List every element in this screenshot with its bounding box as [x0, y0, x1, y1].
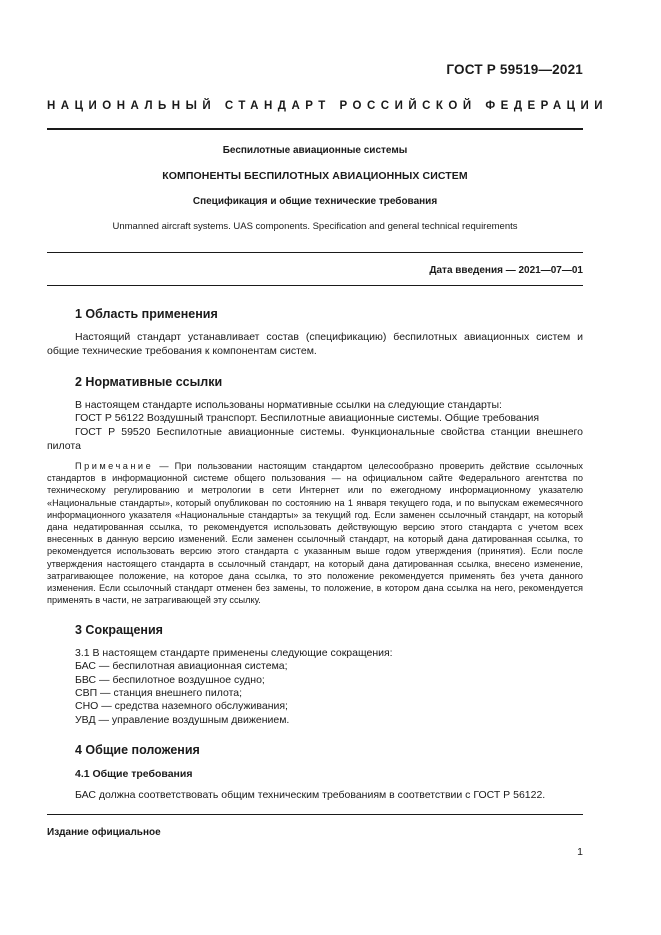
national-standard-title: НАЦИОНАЛЬНЫЙ СТАНДАРТ РОССИЙСКОЙ ФЕДЕРАЦИИ	[47, 100, 609, 112]
divider-bottom	[47, 285, 583, 286]
subsection-4-1-heading: 4.1 Общие требования	[75, 768, 193, 780]
abbreviation-item: БВС — беспилотное воздушное судно;	[75, 674, 265, 686]
page-number: 1	[577, 846, 583, 858]
section-3-intro: 3.1 В настоящем стандарте применены следующие сокращения:	[75, 647, 393, 659]
abbreviation-item: УВД — управление воздушным движением.	[75, 714, 290, 726]
section-4-text: БАС должна соответствовать общим техническим требованиям в соответствии с ГОСТ Р 56122.	[75, 789, 546, 801]
section-2-heading: 2 Нормативные ссылки	[75, 375, 223, 389]
section-1-heading: 1 Область применения	[75, 307, 218, 321]
note-label: Примечание	[75, 461, 154, 471]
title-line-2: КОМПОНЕНТЫ БЕСПИЛОТНЫХ АВИАЦИОННЫХ СИСТЕМ	[162, 170, 468, 182]
section-2-note	[47, 460, 583, 606]
abbreviation-item: СНО — средства наземного обслуживания;	[75, 700, 288, 712]
english-title: Unmanned aircraft systems. UAS components. Specification and general technical requirements	[112, 221, 518, 232]
section-1-text: Настоящий стандарт устанавливает состав (спецификацию) беспилотных авиационных систем и общие технические требования к компонентам систем.	[47, 331, 583, 357]
abbreviation-item: БАС — беспилотная авиационная система;	[75, 660, 288, 672]
abbreviation-item: СВП — станция внешнего пилота;	[75, 687, 243, 699]
title-line-3: Спецификация и общие технические требования	[192, 196, 438, 207]
normative-reference-1: ГОСТ Р 56122 Воздушный транспорт. Беспилотные авиационные системы. Общие требования	[75, 412, 540, 424]
note-text: — При пользовании настоящим стандартом целесообразно проверить действие ссылочных стандартов в информационной системе общего пользования — на официальном сайте Федерального агентства по техническому регулированию и метрологии в сети Интернет или по ежегодному информационному указателю «Национальные стандарты», который опубликован по состоянию на 1 января текущего года, и по выпускам ежемесячного информационного указателя «Национальные стандарты» за текущий год. Если заменен ссылочный стандарт, на который дана недатированная ссылка, то рекомендуется использовать действующую версию этого стандарта с учетом всех внесенных в данную версию изменений. Если заменен ссылочный стандарт, на который дана датированная ссылка, то рекомендуется использовать версию этого стандарта с указанным выше годом утверждения (принятия). Если после утверждения настоящего стандарта в ссылочный стандарт, на который дана датированная ссылка, внесено изменение, затрагивающее положение, на которое дана ссылка, то это положение рекомендуется применять без учета данного изменения. Если ссылочный стандарт отменен без замены, то положение, в котором дана ссылка на него, рекомендуется применять в части, не затрагивающей эту ссылку.	[47, 461, 583, 606]
footer-divider	[47, 814, 583, 815]
official-edition-label: Издание официальное	[47, 827, 161, 838]
divider-top	[47, 252, 583, 253]
section-3-heading: 3 Сокращения	[75, 623, 163, 637]
title-line-1: Беспилотные авиационные системы	[222, 145, 408, 156]
section-4-heading: 4 Общие положения	[75, 743, 200, 757]
normative-reference-2: ГОСТ Р 59520 Беспилотные авиационные системы. Функциональные свойства станции внешнего пилота	[47, 426, 583, 452]
document-number: ГОСТ Р 59519—2021	[446, 62, 583, 77]
section-2-intro: В настоящем стандарте использованы нормативные ссылки на следующие стандарты:	[75, 399, 502, 411]
date-of-introduction: Дата введения — 2021—07—01	[429, 265, 583, 276]
title-divider	[47, 128, 583, 130]
